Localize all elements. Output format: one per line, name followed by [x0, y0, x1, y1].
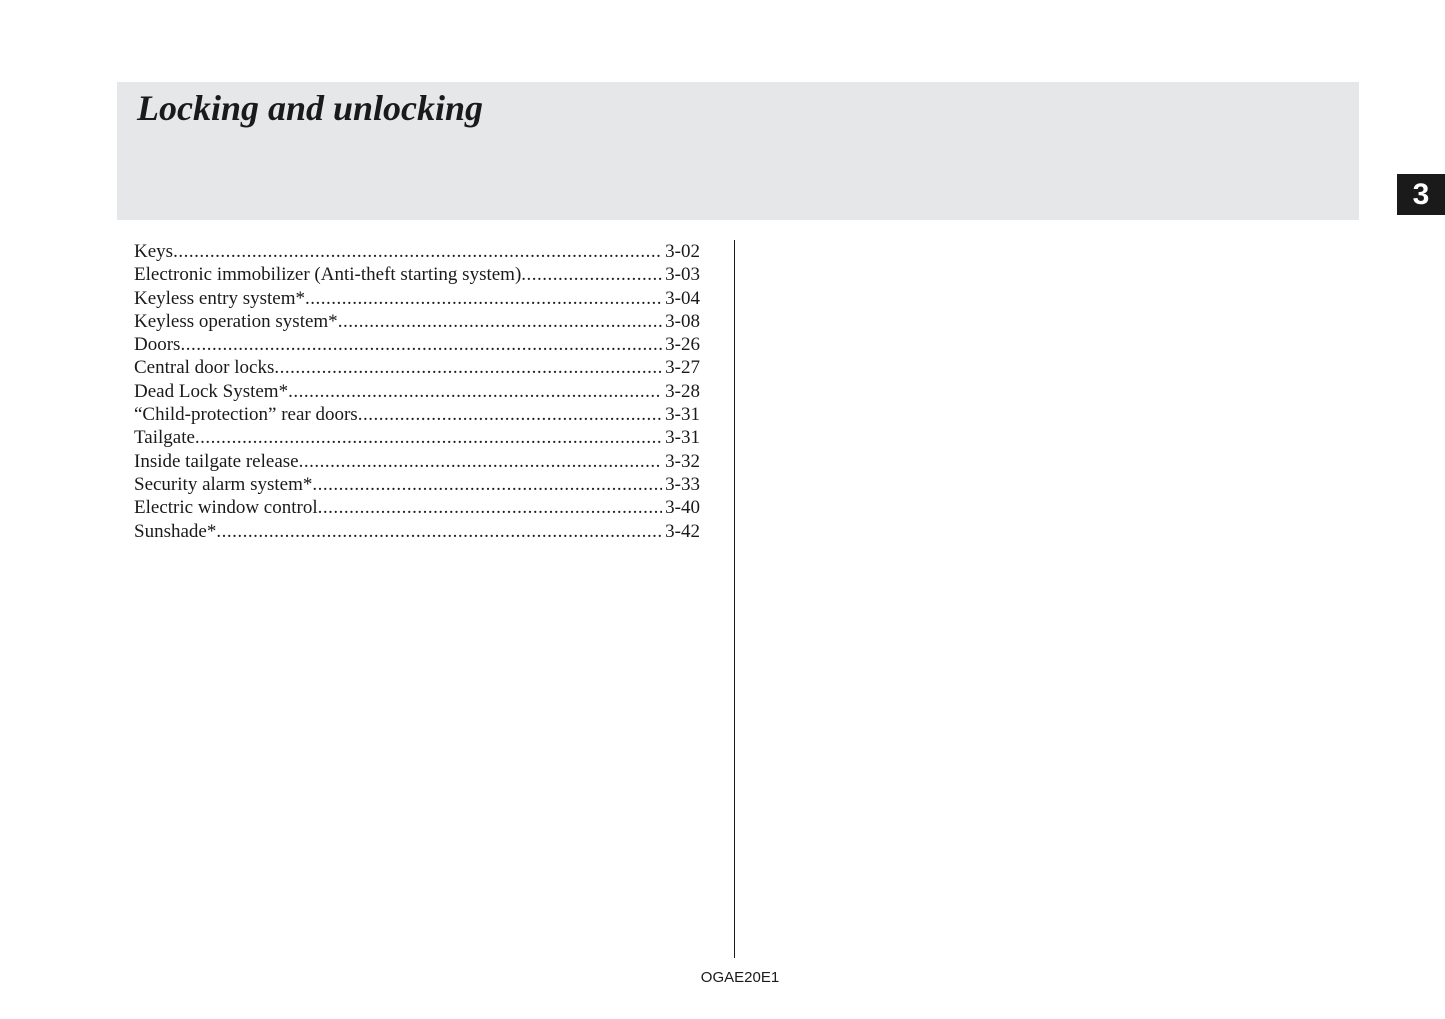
toc-entry-electronic-immobilizer[interactable] [134, 263, 700, 286]
toc-entry-dead-lock-system[interactable] [134, 380, 700, 403]
toc-entry-label: “Child-protection” rear doors [134, 404, 358, 426]
toc-entry-label: Tailgate [134, 427, 195, 449]
toc-entry-page: 3-28 [665, 380, 700, 402]
section-header-band [117, 82, 1359, 220]
toc-entry-label: Electric window control [134, 497, 318, 519]
toc-entry-page: 3-27 [665, 357, 700, 379]
page-title: Locking and unlocking [137, 88, 484, 128]
toc-entry-label: Electronic immobilizer (Anti-theft starting system) [134, 264, 522, 286]
toc-entry-label: Inside tailgate release [134, 450, 299, 472]
dot-leader [305, 287, 662, 310]
toc-entry-label: Doors [134, 334, 181, 356]
toc-entry-tailgate[interactable] [134, 426, 700, 449]
dot-leader [173, 240, 662, 263]
toc-entry-page: 3-04 [665, 287, 700, 309]
dot-leader [195, 426, 662, 449]
dot-leader [318, 496, 663, 519]
toc-entry-central-door-locks[interactable] [134, 356, 700, 379]
toc-entry-label: Keyless entry system* [134, 287, 305, 309]
toc-entry-doors[interactable] [134, 333, 700, 356]
toc-entry-label: Keys [134, 241, 174, 262]
chapter-number-tab: 3 [1397, 174, 1445, 215]
table-of-contents [134, 240, 700, 543]
toc-entry-child-protection-rear-doors[interactable] [134, 403, 700, 426]
toc-entry-label: Security alarm system* [134, 473, 313, 495]
toc-entry-sunshade[interactable] [134, 520, 700, 543]
dot-leader [288, 380, 662, 403]
dot-leader [274, 356, 662, 379]
toc-entry-page: 3-33 [665, 473, 700, 495]
dot-leader [521, 263, 662, 286]
toc-entry-security-alarm-system[interactable] [134, 473, 700, 496]
toc-entry-page: 3-40 [665, 497, 700, 519]
toc-entry-page: 3-32 [665, 450, 700, 472]
toc-entry-keys[interactable] [134, 240, 700, 263]
document-code: OGAE20E1 [700, 969, 780, 986]
toc-entry-electric-window-control[interactable] [134, 496, 700, 519]
column-divider [734, 240, 735, 958]
toc-entry-page: 3-08 [665, 310, 700, 332]
toc-entry-label: Sunshade* [134, 520, 217, 542]
toc-entry-page: 3-03 [665, 264, 700, 286]
toc-entry-label: Central door locks [134, 357, 275, 379]
dot-leader [299, 450, 663, 473]
toc-entry-page: 3-26 [665, 334, 700, 356]
dot-leader [358, 403, 662, 426]
dot-leader [312, 473, 662, 496]
toc-entry-label: Keyless operation system* [134, 310, 338, 332]
toc-entry-page: 3-42 [665, 520, 700, 542]
toc-entry-inside-tailgate-release[interactable] [134, 450, 700, 473]
toc-entry-label: Dead Lock System* [134, 380, 289, 402]
toc-entry-keyless-entry-system[interactable] [134, 287, 700, 310]
toc-entry-page: 3-31 [665, 427, 700, 449]
toc-entry-page: 3-02 [665, 241, 700, 262]
dot-leader [180, 333, 662, 356]
dot-leader [216, 520, 662, 543]
dot-leader [338, 310, 662, 333]
toc-entry-page: 3-31 [665, 404, 700, 426]
toc-entry-keyless-operation-system[interactable] [134, 310, 700, 333]
